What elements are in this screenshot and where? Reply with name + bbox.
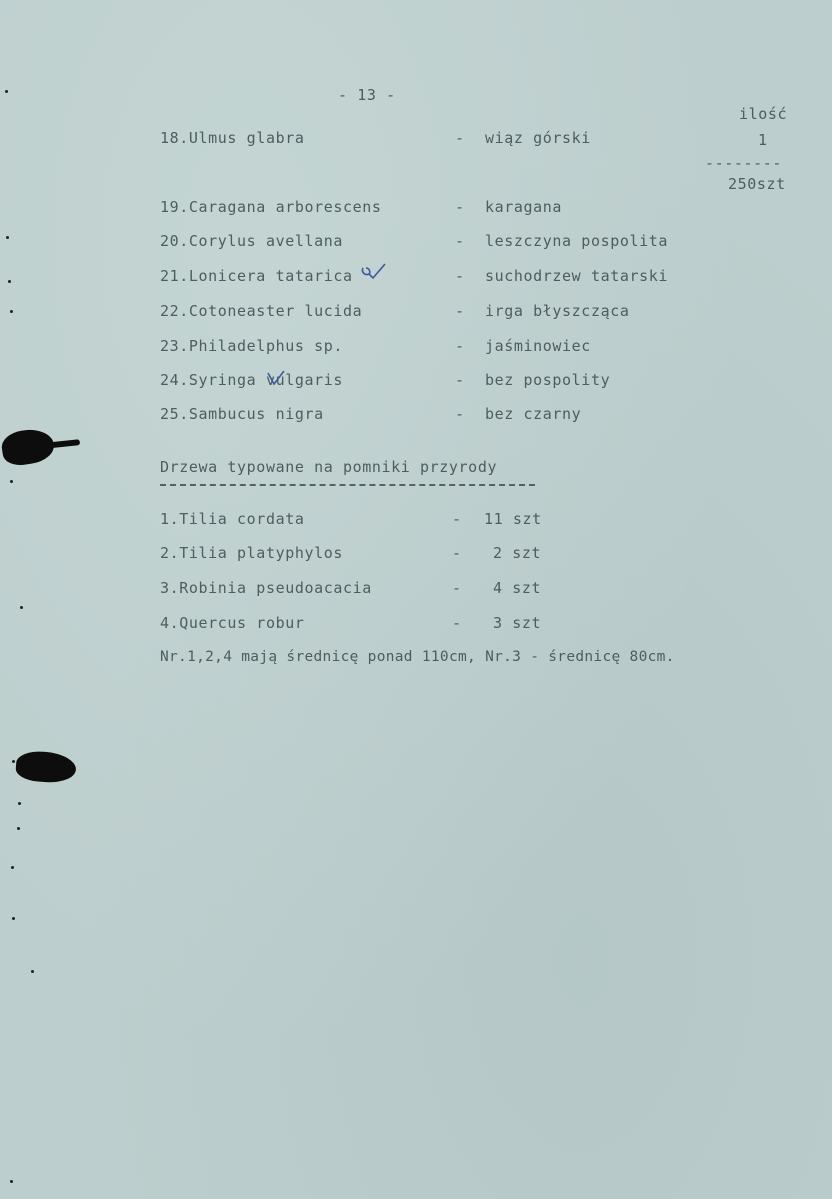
margin-speck bbox=[6, 236, 9, 239]
diameter-note: Nr.1,2,4 mają średnicę ponad 110cm, Nr.3 - średnicę 80cm. bbox=[160, 649, 675, 665]
total-rule: -------- bbox=[705, 154, 783, 172]
species-latin: 19.Caragana arborescens bbox=[160, 198, 382, 216]
species-polish: bez pospolity bbox=[485, 371, 611, 389]
species-polish: bez czarny bbox=[485, 405, 582, 423]
total-quantity: 250szt bbox=[728, 175, 786, 193]
species-latin: 24.Syringa vulgaris bbox=[160, 371, 343, 389]
species-dash: - bbox=[455, 198, 465, 216]
monument-name: 4.Quercus robur bbox=[160, 614, 305, 632]
monument-dash: - bbox=[452, 510, 462, 528]
monument-name: 3.Robinia pseudoacacia bbox=[160, 579, 372, 597]
species-latin: 18.Ulmus glabra bbox=[160, 129, 305, 147]
monument-name: 1.Tilia cordata bbox=[160, 510, 305, 528]
species-dash: - bbox=[455, 302, 465, 320]
monument-name: 2.Tilia platyphylos bbox=[160, 544, 343, 562]
monuments-heading: Drzewa typowane na pomniki przyrody bbox=[160, 458, 498, 476]
species-dash: - bbox=[455, 129, 465, 147]
species-latin: 23.Philadelphus sp. bbox=[160, 337, 343, 355]
check-mark-icon bbox=[266, 370, 286, 386]
monument-count: 3 szt bbox=[493, 614, 542, 632]
check-mark-icon bbox=[359, 262, 389, 284]
monument-count: 4 szt bbox=[493, 579, 542, 597]
species-polish: suchodrzew tatarski bbox=[485, 267, 668, 285]
species-dash: - bbox=[455, 232, 465, 250]
species-latin: 22.Cotoneaster lucida bbox=[160, 302, 363, 320]
margin-speck bbox=[10, 310, 13, 313]
margin-speck bbox=[5, 90, 8, 93]
heading-underline bbox=[160, 484, 535, 486]
margin-speck bbox=[10, 1180, 13, 1183]
margin-speck bbox=[18, 802, 21, 805]
species-polish: wiąz górski bbox=[485, 129, 591, 147]
species-polish: karagana bbox=[485, 198, 563, 216]
species-polish: irga błyszcząca bbox=[485, 302, 630, 320]
species-latin: 21.Lonicera tatarica bbox=[160, 267, 353, 285]
quantity-column-label: ilość bbox=[739, 105, 788, 123]
margin-speck bbox=[17, 827, 20, 830]
monument-count: 2 szt bbox=[493, 544, 542, 562]
page-number: - 13 - bbox=[338, 86, 396, 104]
monument-count: 11 szt bbox=[484, 510, 542, 528]
ulmus-quantity: 1 bbox=[758, 131, 768, 149]
species-polish: jaśminowiec bbox=[485, 337, 591, 355]
margin-speck bbox=[8, 280, 11, 283]
margin-speck bbox=[11, 866, 14, 869]
monument-dash: - bbox=[452, 544, 462, 562]
punch-hole bbox=[15, 750, 77, 784]
species-polish: leszczyna pospolita bbox=[485, 232, 668, 250]
species-dash: - bbox=[455, 337, 465, 355]
species-dash: - bbox=[455, 267, 465, 285]
margin-speck bbox=[20, 606, 23, 609]
species-dash: - bbox=[455, 405, 465, 423]
species-latin: 25.Sambucus nigra bbox=[160, 405, 324, 423]
margin-speck bbox=[12, 917, 15, 920]
species-latin: 20.Corylus avellana bbox=[160, 232, 343, 250]
margin-speck bbox=[31, 970, 34, 973]
monument-dash: - bbox=[452, 579, 462, 597]
margin-speck bbox=[10, 480, 13, 483]
margin-speck bbox=[12, 760, 15, 763]
monument-dash: - bbox=[452, 614, 462, 632]
species-dash: - bbox=[455, 371, 465, 389]
